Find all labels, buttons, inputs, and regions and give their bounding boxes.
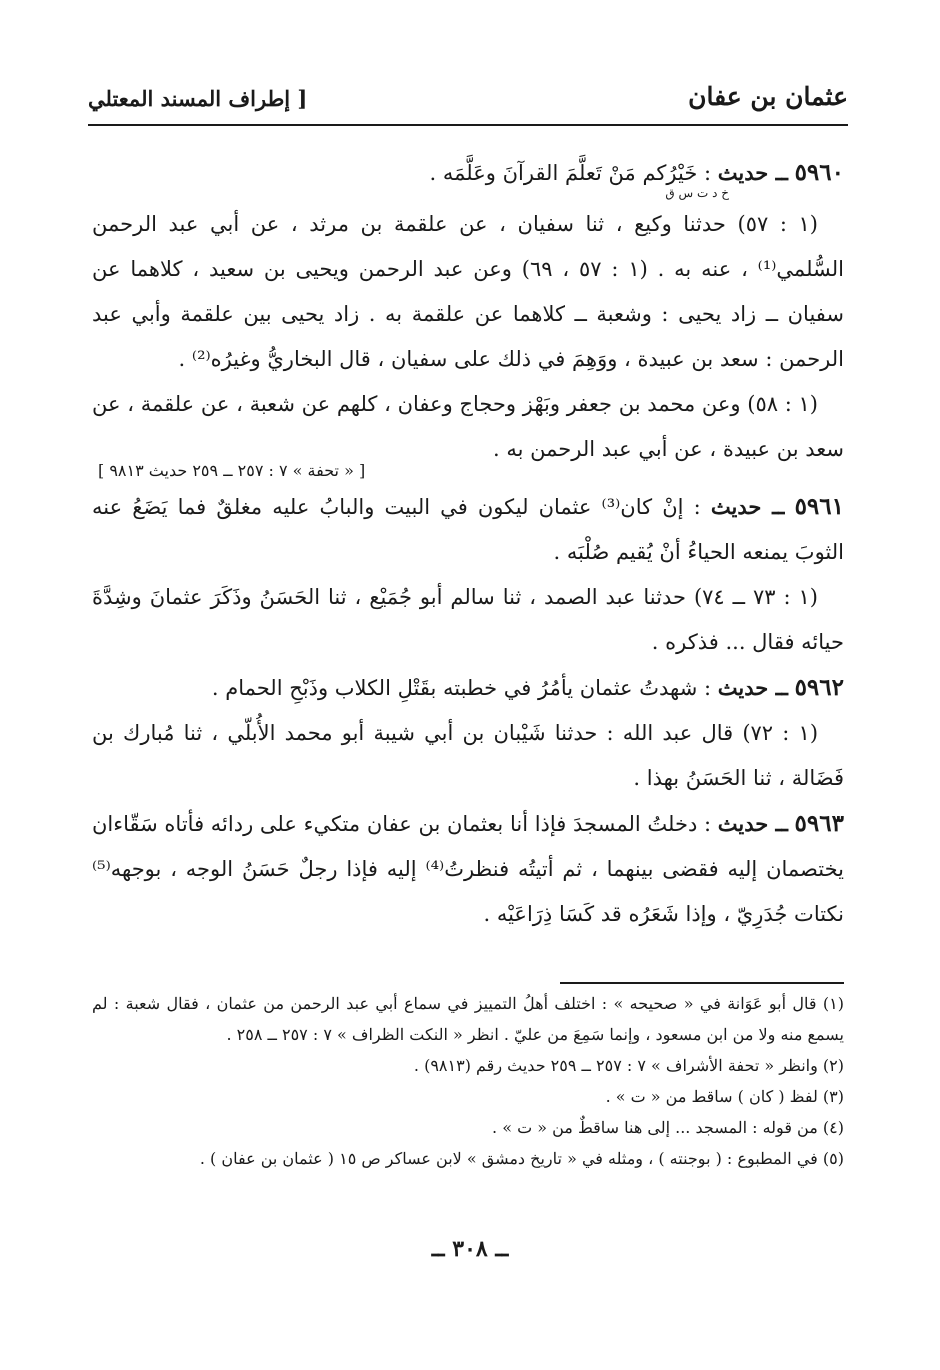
isnad-paragraph: (١ : ٧٢) قال عبد الله : حدثنا شَيْبان بن أبي شيبة أبو محمد الأُبلّي ، ثنا مُبارك بن فَضَالة ، ثنا الحَسَنُ بهذا . xyxy=(92,721,844,790)
tuhfa-reference: [ « تحفة » ٧ : ٢٥٧ ــ ٢٥٩ حديث ٩٨١٣ ] xyxy=(98,461,366,480)
footnote xyxy=(92,1050,844,1081)
hadith-text: : إنْ كان⁽³⁾ عثمان ليكون في البيت والبابُ عليه مغلقٌ فما يَضَعُ عنه الثوبَ يمنعه الحياءُ أنْ يُقيم صُلْبَه . xyxy=(92,495,844,564)
footnote-text: في المطبوع : ( بوجنته ) ، ومثله في « تاريخ دمشق » لابن عساكر ص ١٥ ( عثمان بن عفان ) . xyxy=(199,1149,818,1168)
hadith-number: ٥٩٦٠ xyxy=(794,159,844,186)
hadith-keyword: حديث xyxy=(717,811,769,836)
footnote-text: لفظ ( كان ) ساقط من « ت » . xyxy=(605,1087,818,1106)
footnote xyxy=(92,1143,844,1174)
footnote-marker: (٣) xyxy=(822,1087,844,1106)
hadith-text: : دخلتُ المسجدَ فإذا أنا بعثمان بن عفان متكيء على ردائه فأتاه سَقّاءان يختصمان إليه فقضى بينهما ، ثم أتيتُه فنظرتُ⁽⁴⁾ إليه فإذا رجلٌ حَسَنُ الوجه ، بوجهه⁽⁵⁾ نكتات جُدَرِيّ ، وإذا شَعَرُه قد كَسَا ذِرَاعَيْه . xyxy=(92,812,845,926)
footnote-marker: (٤) xyxy=(822,1118,844,1137)
hadith-number: ٥٩٦٣ xyxy=(794,810,844,837)
hadith-entry xyxy=(92,150,844,484)
page-number: ــ ٣٠٨ ــ xyxy=(431,1236,509,1262)
hadith-heading: ٥٩٦١ ــ حديث : إنْ كان⁽³⁾ عثمان ليكون في البيت والبابُ عليه مغلقٌ فما يَضَعُ عنه الثوبَ يمنعه الحياءُ أنْ يُقيم صُلْبَه . xyxy=(92,493,844,564)
chapter-title: عثمان بن عفان xyxy=(688,82,848,111)
footnote-text: قال أبو عَوَانة في « صحيحه » : اختلف أهلُ التمييز في سماع أبي عبد الرحمن من عثمان ، فقال شعبة : لم يسمع منه ولا من ابن مسعود ، وإنما سَمِعَ من عليّ . انظر « النكت الظراف » ٧ : ٢٥٧ ــ ٢٥٨ . xyxy=(92,994,844,1044)
footnote-marker: (١) xyxy=(822,994,845,1013)
footnotes xyxy=(92,988,844,1174)
footnote xyxy=(92,1112,844,1143)
hadith-heading: ٥٩٦٢ ــ حديث : شهدتُ عثمان يأمُرُ في خطبته بقَتْلِ الكلاب وذَبْحِ الحمام . xyxy=(211,674,844,701)
hadith-entry xyxy=(92,801,844,937)
footnote xyxy=(92,1081,844,1112)
hadith-keyword: حديث xyxy=(717,160,769,185)
footnote-marker: (٢) xyxy=(822,1056,844,1075)
hadith-keyword: حديث xyxy=(710,494,762,519)
book-title: [ إطراف المسند المعتلي xyxy=(88,86,308,111)
hadith-heading: ٥٩٦٠ ــ حديث : خَيْرُكم مَنْ تَعلَّمَ القرآنَ وعَلَّمَه . xyxy=(429,159,844,186)
footnote-text: وانظر « تحفة الأشراف » ٧ : ٢٥٧ ــ ٢٥٩ حديث رقم (٩٨١٣) . xyxy=(413,1056,818,1075)
hadith-number: ٥٩٦٢ xyxy=(794,674,844,701)
isnad-paragraph: (١ : ٧٣ ــ ٧٤) حدثنا عبد الصمد ، ثنا سالم أبو جُمَيْع ، ثنا الحَسَنُ وذَكَرَ عثمانَ وشِدَّةَ حيائه فقال ... فذكره . xyxy=(92,585,844,654)
hadith-text: : شهدتُ عثمان يأمُرُ في خطبته بقَتْلِ الكلاب وذَبْحِ الحمام . xyxy=(211,676,712,700)
hadith-number: ٥٩٦١ xyxy=(794,493,844,520)
footnote-divider xyxy=(560,982,844,984)
isnad-paragraph: (١ : ٥٧) حدثنا وكيع ، ثنا سفيان ، عن علقمة بن مرثد ، عن أبي عبد الرحمن السُّلمي⁽¹⁾ ، عنه به . (١ : ٥٧ ، ٦٩) وعن عبد الرحمن ويحيى بن سعيد ، كلاهما عن سفيان ــ زاد يحيى : وشعبة ــ كلاهما عن علقمة به . زاد يحيى بين علقمة وأبي عبد الرحمن : سعد بن عبيدة ، ووَهِمَ في ذلك على سفيان ، قال البخاريُّ وغيرُه⁽²⁾ . xyxy=(92,212,844,371)
running-header xyxy=(88,80,848,126)
hadith-entry xyxy=(92,484,844,665)
hadith-keyword: حديث xyxy=(717,675,769,700)
footnote-text: من قوله : المسجد ... إلى هنا ساقطٌ من « ت » . xyxy=(492,1118,818,1137)
hadith-heading: ٥٩٦٣ ــ حديث : دخلتُ المسجدَ فإذا أنا بعثمان بن عفان متكيء على ردائه فأتاه سَقّاءان يختصمان إليه فقضى بينهما ، ثم أتيتُه فنظرتُ⁽⁴⁾ إليه فإذا رجلٌ حَسَنُ الوجه ، بوجهه⁽⁵⁾ نكتات جُدَرِيّ ، وإذا شَعَرُه قد كَسَا ذِرَاعَيْه . xyxy=(92,810,845,926)
main-text xyxy=(92,150,844,937)
hadith-entry xyxy=(92,665,844,801)
footnote-marker: (٥) xyxy=(822,1149,844,1168)
footnote xyxy=(92,988,844,1050)
isnad-paragraph: (١ : ٥٨) وعن محمد بن جعفر وبَهْز وحجاج وعفان ، كلهم عن شعبة ، عن علقمة ، عن سعد بن عبيدة ، عن أبي عبد الرحمن به . xyxy=(92,392,844,461)
hadith-text: : خَيْرُكم مَنْ تَعلَّمَ القرآنَ وعَلَّمَه . xyxy=(429,161,712,185)
sigla-marks: خ د ت س ق xyxy=(665,186,729,200)
